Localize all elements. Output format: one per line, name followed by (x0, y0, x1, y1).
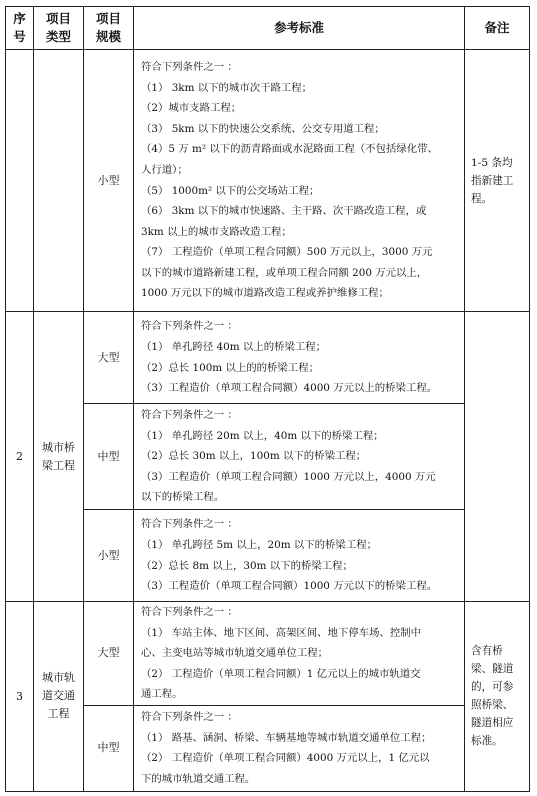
standard-line: （1） 单孔跨径 20m 以上，40m 以下的桥梁工程； (141, 429, 384, 442)
header-note: 备注 (465, 7, 530, 50)
project-type: 城市轨 道交通 工程 (34, 602, 84, 792)
standard-line: 以下的桥梁工程。 (141, 491, 225, 504)
standard-line: （3）工程造价（单项工程合同额）1000 万元以上，4000 万元 (141, 470, 436, 483)
project-type: 城市桥 梁工程 (34, 312, 84, 602)
standard-line: （4）5 万 m² 以下的沥青路面或水泥路面工程（不包括绿化带、 (141, 143, 438, 156)
reference-standard (134, 50, 465, 312)
standard-line: （2）总长 30m 以上，100m 以下的桥梁工程； (141, 450, 367, 463)
standard-line: 下的城市轨道交通工程。 (141, 773, 256, 786)
note: 含有桥 梁、隧道 的，可参 照桥梁、 隧道相应 标准。 (465, 602, 530, 792)
standard-line: （2）总长 8m 以上，30m 以下的桥梁工程； (141, 559, 353, 572)
note: 1-5 条均 指新建工 程。 (465, 50, 530, 312)
project-scale: 中型 (84, 705, 134, 791)
standard-line: （1） 3km 以下的城市次干路工程； (141, 81, 313, 94)
table-row (6, 602, 530, 706)
header-scale: 项目 规模 (84, 7, 134, 50)
reference-standard (134, 510, 465, 602)
standard-line: （1） 车站主体、地下区间、高架区间、地下停车场、控制中 (141, 626, 422, 639)
standard-line: 符合下列条件之一 ： (141, 711, 238, 724)
row-number: 3 (6, 602, 34, 792)
standard-line: 通工程。 (141, 688, 183, 701)
row-number (6, 50, 34, 312)
note (465, 312, 530, 602)
project-scale: 小型 (84, 50, 134, 312)
standard-line: （2） 工程造价（单项工程合同额）1 亿元以上的城市轨道交 (141, 667, 421, 680)
reference-standard (134, 404, 465, 510)
standards-table (5, 6, 530, 792)
standard-line: 符合下列条件之一 ： (141, 60, 238, 73)
standard-line: 符合下列条件之一 ： (141, 409, 238, 422)
header-no: 序 号 (6, 7, 34, 50)
standard-line: 3km 以上的城市支路改造工程； (141, 225, 292, 238)
standard-line: 1000 万元以下的城市道路改造工程或养护维修工程； (141, 287, 389, 300)
standard-line: （1） 路基、涵洞、桥梁、车辆基地等城市轨道交通单位工程； (141, 731, 432, 744)
project-scale: 小型 (84, 510, 134, 602)
standard-line: （2） 工程造价（单项工程合同额）4000 万元以上，1 亿元以 (141, 752, 430, 765)
project-type (34, 50, 84, 312)
standard-line: （1） 单孔跨径 5m 以上，20m 以下的桥梁工程； (141, 538, 377, 551)
standard-line: 心、主变电站等城市轨道交通单位工程； (141, 647, 329, 660)
standard-line: 人行道）； (141, 163, 188, 176)
standard-line: （3）工程造价（单项工程合同额）4000 万元以上的桥梁工程。 (141, 382, 438, 395)
standard-line: （2）总长 100m 以上的的桥梁工程； (141, 361, 319, 374)
standard-line: （6） 3km 以下的城市快速路、主干路、次干路改造工程，或 (141, 205, 427, 218)
reference-standard (134, 602, 465, 706)
table-row (6, 705, 530, 791)
standard-line: （3）工程造价（单项工程合同额）1000 万元以下的桥梁工程。 (141, 580, 438, 593)
standard-line: （5） 1000m² 以下的公交场站工程； (141, 184, 320, 197)
standard-line: 符合下列条件之一 ： (141, 518, 238, 531)
standard-line: （1） 单孔跨径 40m 以上的桥梁工程； (141, 340, 327, 353)
header-standard: 参考标准 (134, 7, 465, 50)
table-header-row (6, 7, 530, 50)
table-row (6, 50, 530, 312)
table-row (6, 404, 530, 510)
project-scale: 中型 (84, 404, 134, 510)
standard-line: 符合下列条件之一 ： (141, 606, 238, 618)
standard-line: （2）城市支路工程； (141, 102, 242, 115)
row-number: 2 (6, 312, 34, 602)
standards-table-wrapper (5, 6, 530, 792)
standard-line: （7） 工程造价（单项工程合同额）500 万元以上，3000 万元 (141, 246, 433, 259)
reference-standard (134, 705, 465, 791)
standard-line: （3） 5km 以下的快速公交系统、公交专用道工程； (141, 122, 385, 135)
header-type: 项目 类型 (34, 7, 84, 50)
project-scale: 大型 (84, 602, 134, 706)
standard-line: 以下的城市道路新建工程，或单项工程合同额 200 万元以上， (141, 266, 428, 279)
table-row (6, 312, 530, 404)
table-row (6, 510, 530, 602)
reference-standard (134, 312, 465, 404)
project-scale: 大型 (84, 312, 134, 404)
standard-line: 符合下列条件之一 ： (141, 320, 238, 333)
